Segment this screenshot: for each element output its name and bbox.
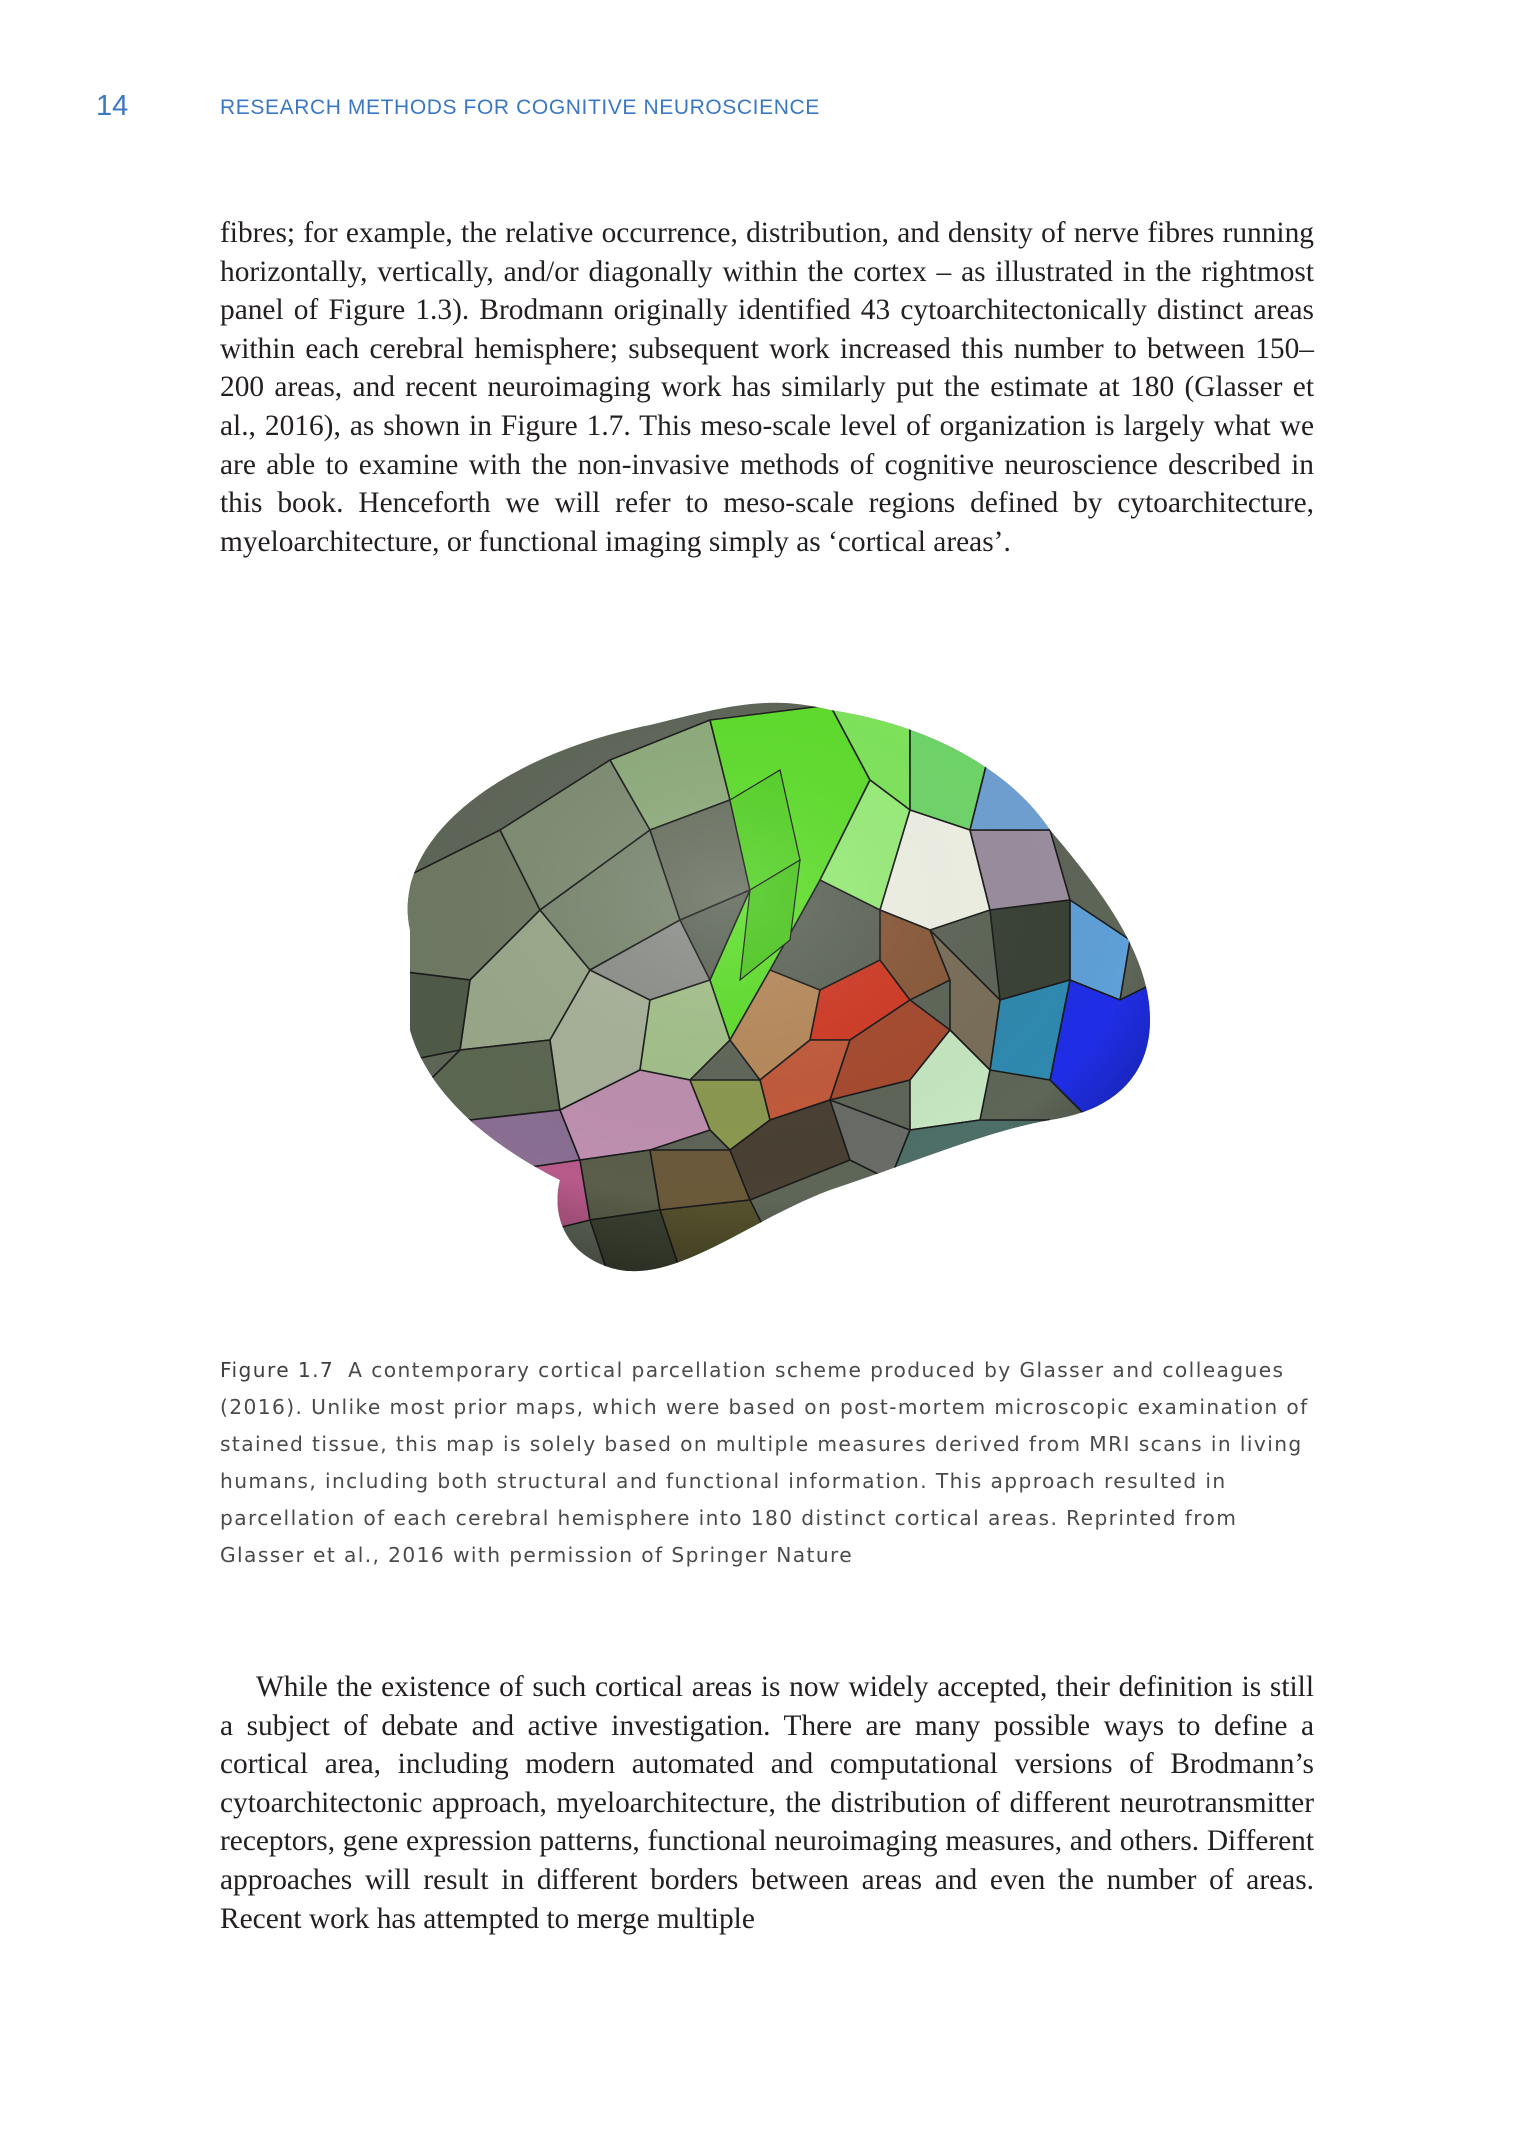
figure-caption-text: A contemporary cortical parcellation scheme produced by Glasser and colleagues (2016). Unlike most prior maps, which were based on post-mortem microscopic examination of stained tissue, this map is solely based on multiple measures derived from MRI scans in living humans, including both structural and functional information. This approach resulted in parcellation of each cerebral hemisphere into 180 distinct cortical areas. Reprinted from Glasser et al., 2016 with permission of Springer Nature [220,1358,1309,1567]
body-paragraph: While the existence of such cortical areas is now widely accepted, their definition is still a subject of debate and active investigation. There are many possible ways to define a cortical area, including modern automated and computational versions of Brodmann’s cytoarchitectonic approach, myeloarchitecture, the distribution of different neurotransmitter receptors, gene expression patterns, functional neuroimaging measures, and others. Different approaches will result in different borders between areas and even the number of areas. Recent work has attempted to merge multiple [220,1671,1314,1935]
running-title: RESEARCH METHODS FOR COGNITIVE NEUROSCIENCE [220,96,820,119]
figure-label: Figure 1.7 [220,1358,335,1382]
figure-caption [220,1352,1314,1573]
running-head [0,90,1521,130]
page-number: 14 [96,90,129,122]
figure-brain-parcellation [350,680,1190,1300]
body-paragraph: fibres; for example, the relative occurrence, distribution, and density of nerve fibres running horizontally, vertically, and/or diagonally within the cortex – as illustrated in the rightmost panel of Figure 1.3). Brodmann originally identified 43 cytoarchitectonically distinct areas within each cerebral hemisphere; subsequent work increased this number to between 150–200 areas, and recent neuroimaging work has similarly put the estimate at 180 (Glasser et al., 2016), as shown in Figure 1.7. This meso-scale level of organization is largely what we are able to examine with the non-invasive methods of cognitive neuroscience described in this book. Henceforth we will refer to meso-scale regions defined by cytoarchitecture, myeloarchitecture, or functional imaging simply as ‘cortical areas’. [220,217,1314,558]
brain-parcellation-image [350,680,1190,1300]
